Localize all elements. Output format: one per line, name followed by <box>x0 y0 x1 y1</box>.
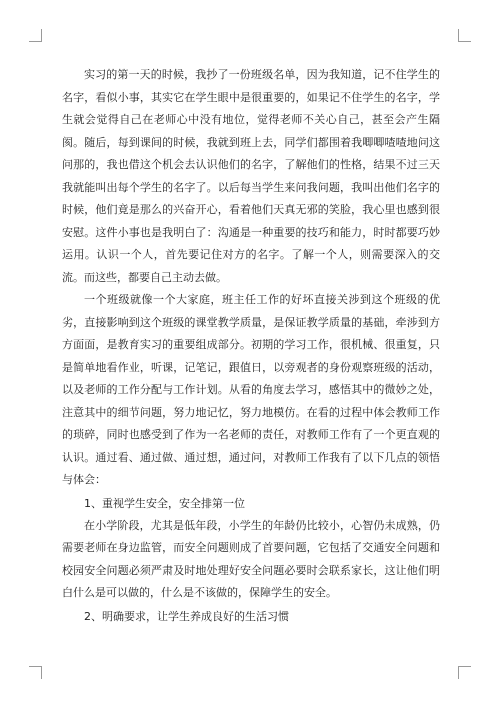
section-heading-habits: 2、明确要求，让学生养成良好的生活习惯 <box>84 609 289 623</box>
crop-mark-bottom-left <box>29 666 42 679</box>
crop-mark-bottom-right <box>458 666 471 679</box>
section-heading-safety: 1、重视学生安全，安全排第一位 <box>84 496 245 510</box>
paragraph-safety: 在小学阶段，尤其是低年段，小学生的年龄仍比较小，心智仍未成熟，仍需要老师在身边监管，而安全问题则成了首要问题，它包括了交通安全问题和校园安全问题必须严肃及时地处理好安全问题必要时会联系家长，这让他们明白什么是可以做的，什么是不该做的，保障学生的安全。 <box>62 518 440 599</box>
document-body <box>62 64 440 628</box>
crop-mark-top-right <box>458 29 471 42</box>
paragraph-first-day: 实习的第一天的时候，我抄了一份班级名单，因为我知道，记不住学生的名字，看似小事，其实它在学生眼中是很重要的，如果记不住学生的名字，学生就会觉得自己在老师心中没有地位，觉得老师不关心自己，甚至会产生隔阂。随后，每到课间的时候，我就到班上去，同学们都围着我唧唧喳喳地问这问那的，我也借这个机会去认识他们的名字，了解他们的性格，结果不过三天我就能叫出每个学生的名字了。以后每当学生来问我问题，我叫出他们名字的时候，他们竟是那么的兴奋开心，看着他们天真无邪的笑脸，我心里也感到很安慰。这件小事也是我明白了：沟通是一种重要的技巧和能力，时时都要巧妙运用。认识一个人，首先要记住对方的名字。了解一个人，则需要深入的交流。而这些，都要自己主动去做。 <box>62 68 440 284</box>
crop-mark-top-left <box>29 29 42 42</box>
paragraph-class-family: 一个班级就像一个大家庭，班主任工作的好坏直接关涉到这个班级的优劣，直接影响到这个班级的课堂教学质量，是保证教学质量的基础，牵涉到方方面面，是教育实习的重要组成部分。初期的学习工作，很机械、很重复，只是简单地看作业，听课，记笔记，跟值日，以旁观者的身份观察班级的活动，以及老师的工作分配与工作计划。从看的角度去学习，感悟其中的微妙之处，注意其中的细节问题，努力地记忆，努力地模仿。在看的过程中体会教师工作的琐碎，同时也感受到了作为一名老师的责任，对教师工作有了一个更直观的认识。通过看、通过做、通过想，通过问，对教师工作我有了以下几点的领悟与体会： <box>62 293 440 486</box>
